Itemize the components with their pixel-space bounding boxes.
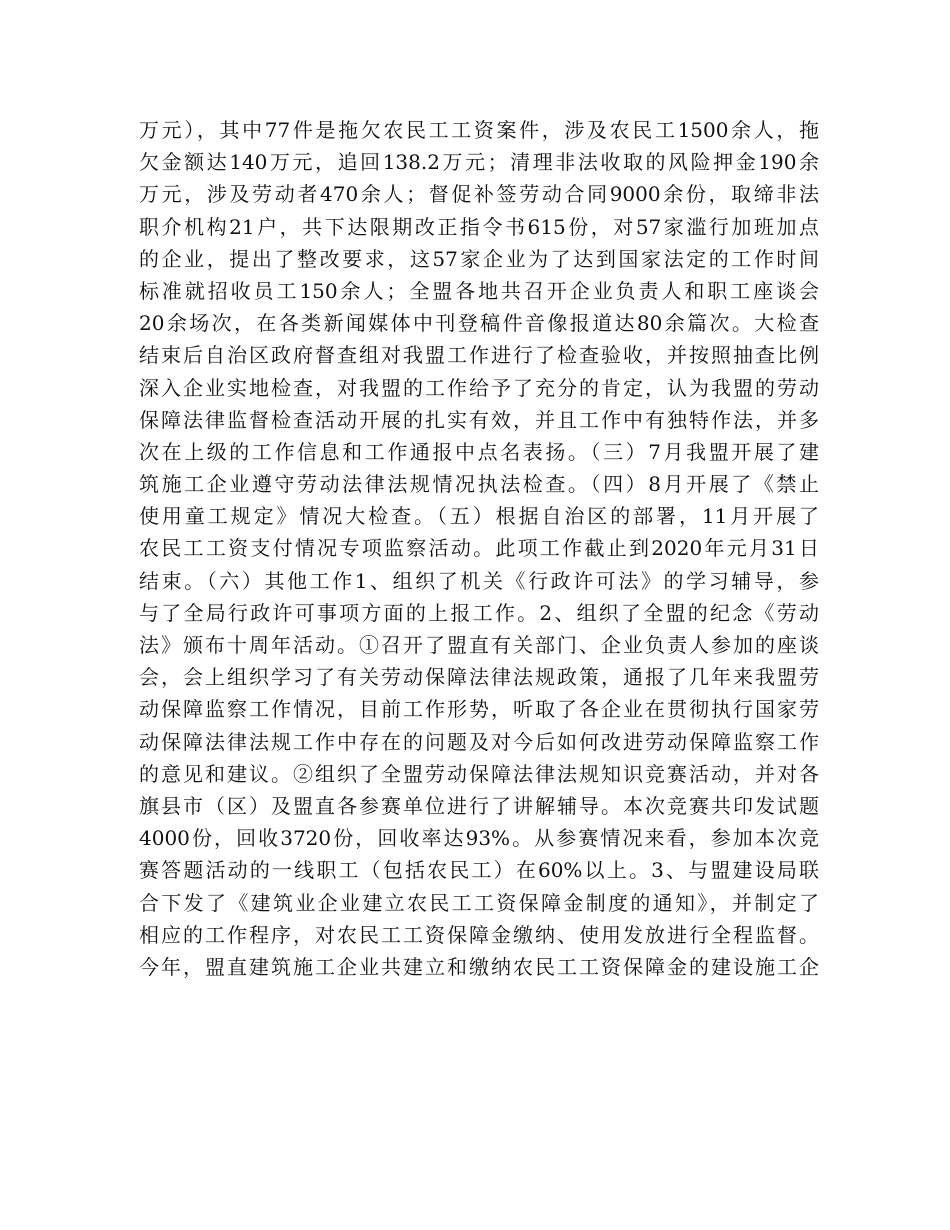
- text-line: 的意见和建议。②组织了全盟劳动保障法律法规知识竞赛活动，并对各: [139, 761, 819, 786]
- text-line: 4000份，回收3720份，回收率达93%。从参赛情况来看，参加本次竞: [139, 826, 819, 851]
- text-line: 今年，盟直建筑施工企业共建立和缴纳农民工工资保障金的建设施工企: [139, 954, 819, 979]
- text-line: 动保障法律法规工作中存在的问题及对今后如何改进劳动保障监察工作: [139, 729, 819, 754]
- text-line: 万元，涉及劳动者470余人；督促补签劳动合同9000余份，取缔非法: [139, 182, 819, 207]
- text-line: 结束。（六）其他工作1、组织了机关《行政许可法》的学习辅导，参: [139, 568, 819, 593]
- text-line: 欠金额达140万元，追回138.2万元；清理非法收取的风险押金190余: [139, 150, 819, 175]
- text-line: 动保障监察工作情况，目前工作形势，听取了各企业在贯彻执行国家劳: [139, 697, 819, 722]
- text-line: 农民工工资支付情况专项监察活动。此项工作截止到2020年元月31日: [139, 536, 819, 561]
- text-line: 旗县市（区）及盟直各参赛单位进行了讲解辅导。本次竞赛共印发试题: [139, 793, 819, 818]
- text-line: 保障法律监督检查活动开展的扎实有效，并且工作中有独特作法，并多: [139, 407, 819, 432]
- text-line: 合下发了《建筑业企业建立农民工工资保障金制度的通知》，并制定了: [139, 890, 819, 915]
- text-line: 职介机构21户，共下达限期改正指令书615份，对57家滥行加班加点: [139, 214, 819, 239]
- text-line: 20余场次，在各类新闻媒体中刊登稿件音像报道达80余篇次。大检查: [139, 311, 819, 336]
- text-line: 的企业，提出了整改要求，这57家企业为了达到国家法定的工作时间: [139, 246, 819, 271]
- text-line: 相应的工作程序，对农民工工资保障金缴纳、使用发放进行全程监督。: [139, 922, 819, 947]
- text-line: 使用童工规定》情况大检查。（五）根据自治区的部署，11月开展了: [139, 504, 819, 529]
- text-line: 次在上级的工作信息和工作通报中点名表扬。（三）7月我盟开展了建: [139, 439, 819, 464]
- text-line: 标准就招收员工150余人；全盟各地共召开企业负责人和职工座谈会: [139, 278, 819, 303]
- text-line: 筑施工企业遵守劳动法律法规情况执法检查。（四）8月开展了《禁止: [139, 472, 819, 497]
- text-line: 万元），其中77件是拖欠农民工工资案件，涉及农民工1500余人，拖: [139, 118, 819, 142]
- text-line: 会，会上组织学习了有关劳动保障法律法规政策，通报了几年来我盟劳: [139, 665, 819, 690]
- text-line: 法》颁布十周年活动。①召开了盟直有关部门、企业负责人参加的座谈: [139, 633, 819, 657]
- body-text: [139, 114, 819, 983]
- text-line: 赛答题活动的一线职工（包括农民工）在60%以上。3、与盟建设局联: [139, 858, 819, 883]
- text-line: 与了全局行政许可事项方面的上报工作。2、组织了全盟的纪念《劳动: [139, 600, 819, 625]
- text-line: 深入企业实地检查，对我盟的工作给予了充分的肯定，认为我盟的劳动: [139, 375, 819, 400]
- text-line: 结束后自治区政府督查组对我盟工作进行了检查验收，并按照抽查比例: [139, 343, 819, 368]
